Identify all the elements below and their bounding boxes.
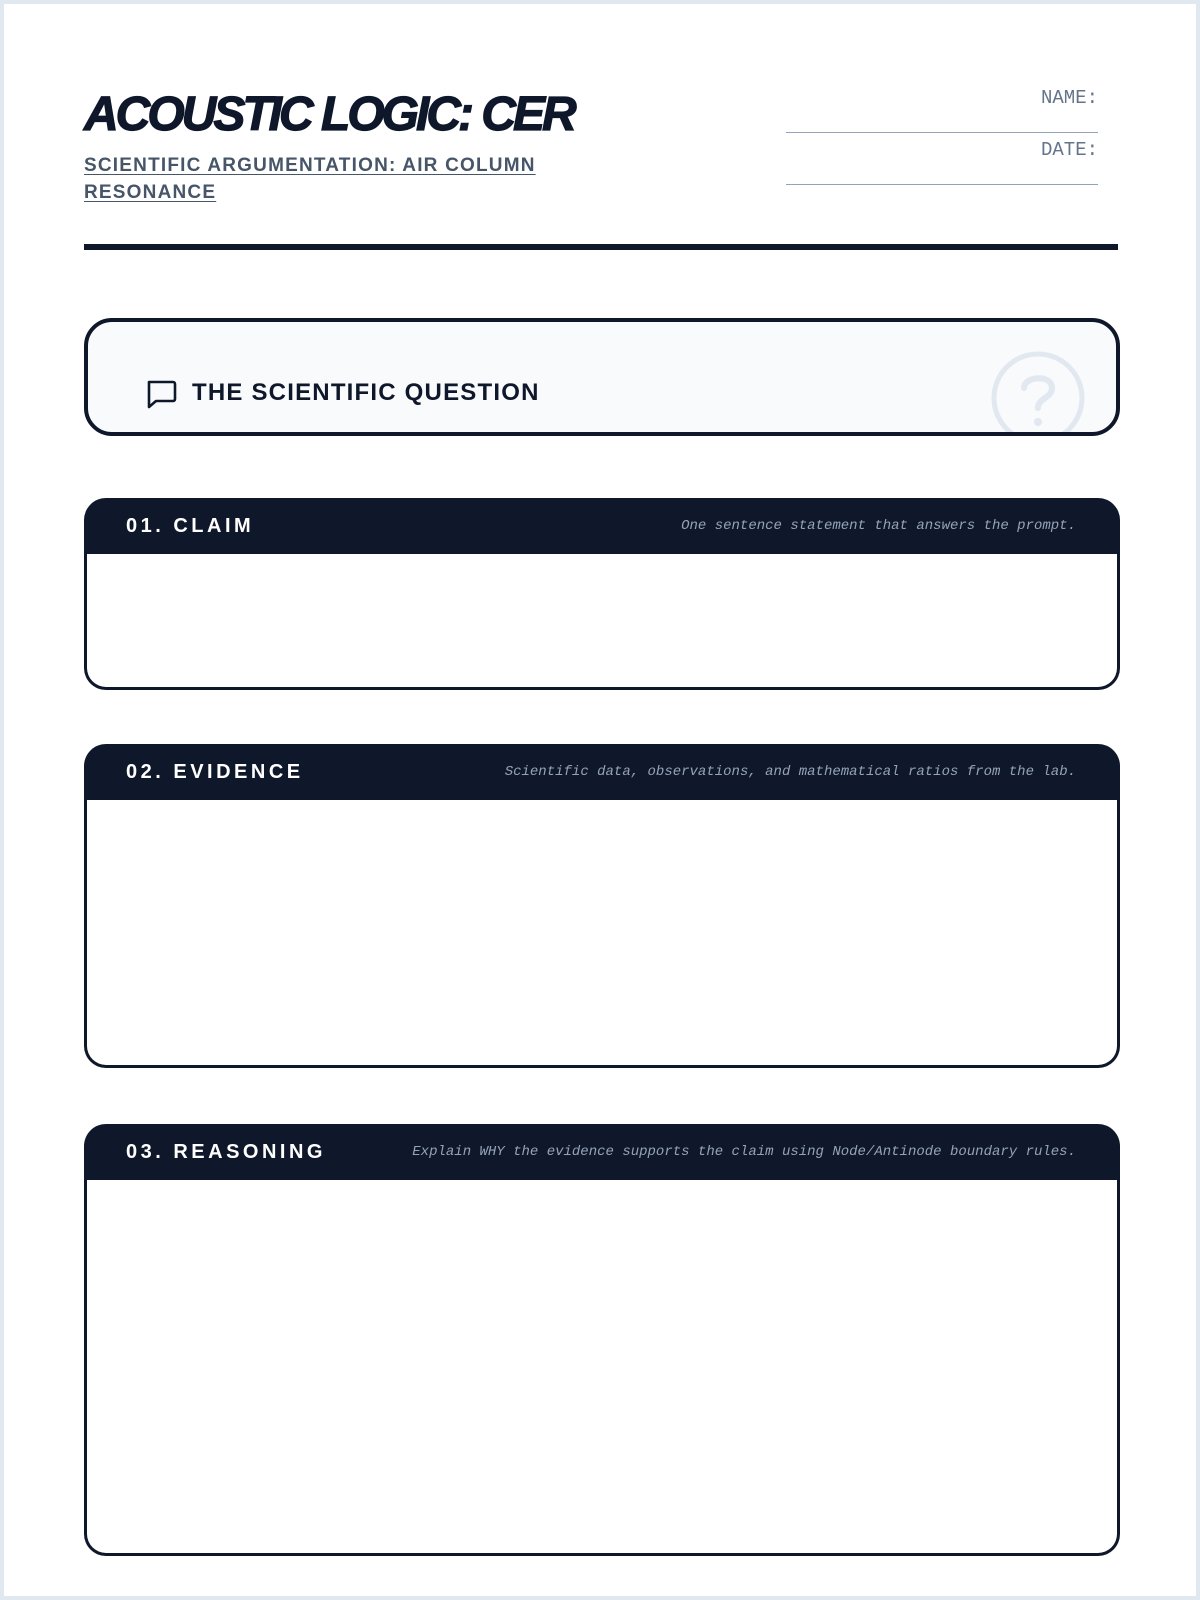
evidence-title: 02. EVIDENCE [126, 760, 304, 783]
claim-header [84, 498, 1120, 554]
name-line [786, 132, 1098, 133]
evidence-hint: Scientific data, observations, and mathematical ratios from the lab. [504, 764, 1076, 780]
claim-section [84, 498, 1120, 690]
date-field[interactable] [786, 138, 1098, 190]
header-divider [84, 244, 1118, 250]
claim-answer-area[interactable] [84, 554, 1120, 690]
reasoning-hint: Explain WHY the evidence supports the claim using Node/Antinode boundary rules. [412, 1144, 1076, 1160]
question-mark-icon [990, 350, 1086, 436]
page-title: ACOUSTIC LOGIC: CER [84, 88, 574, 141]
worksheet-page [4, 4, 1196, 1596]
name-label: NAME: [1040, 87, 1098, 109]
reasoning-section [84, 1124, 1120, 1556]
evidence-section [84, 744, 1120, 1068]
reasoning-title: 03. REASONING [126, 1140, 326, 1163]
reasoning-header [84, 1124, 1120, 1180]
claim-title: 01. CLAIM [126, 514, 255, 537]
speech-bubble-icon [144, 376, 178, 410]
claim-hint: One sentence statement that answers the prompt. [681, 518, 1076, 534]
name-field[interactable] [786, 86, 1098, 138]
reasoning-answer-area[interactable] [84, 1180, 1120, 1556]
student-info [786, 86, 1098, 190]
question-heading [144, 376, 540, 410]
date-line [786, 184, 1098, 185]
date-label: DATE: [1040, 139, 1098, 161]
question-box[interactable] [84, 318, 1120, 436]
page-subtitle: SCIENTIFIC ARGUMENTATION: AIR COLUMN RESONANCE [84, 155, 536, 203]
evidence-header [84, 744, 1120, 800]
evidence-answer-area[interactable] [84, 800, 1120, 1068]
question-label: THE SCIENTIFIC QUESTION [192, 379, 540, 406]
worksheet-header [84, 88, 644, 206]
